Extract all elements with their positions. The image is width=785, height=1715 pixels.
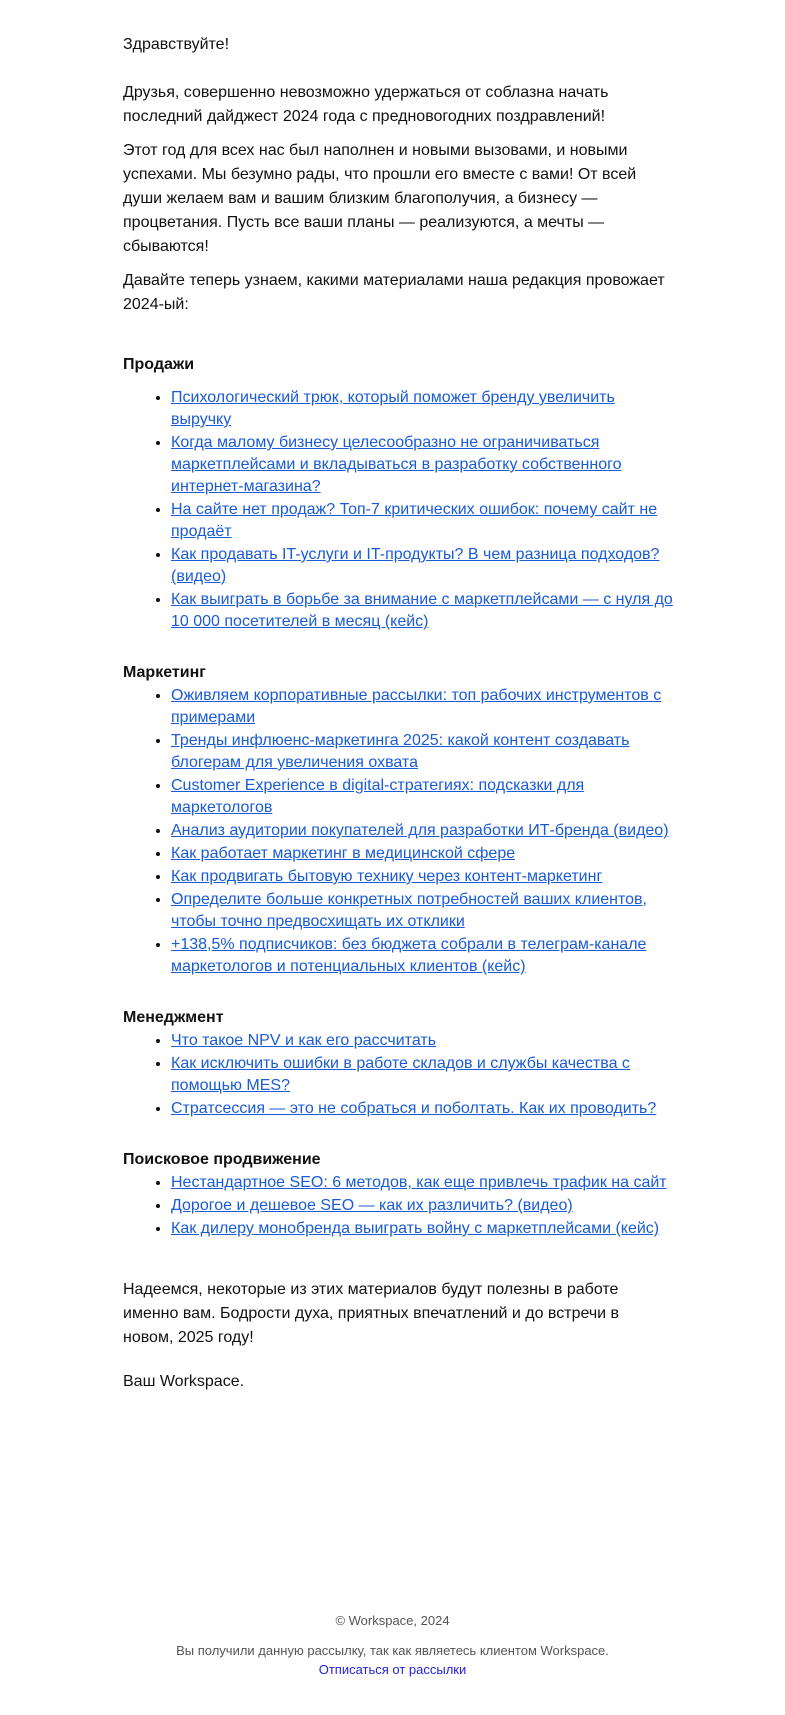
article-link[interactable]: Что такое NPV и как его рассчитать — [171, 1032, 437, 1049]
copyright: © Workspace, 2024 — [335, 1613, 450, 1628]
intro-paragraph: Давайте теперь узнаем, какими материалами наша редакция провожает 2024-ый: — [123, 272, 665, 313]
article-link[interactable]: +138,5% подписчиков: без бюджета собрали в телеграм-канале маркетологов и потенциальных клиентов (кейс) — [171, 936, 647, 975]
article-link[interactable]: Определите больше конкретных потребностей ваших клиентов, чтобы точно предвосхищать их отклики — [171, 891, 647, 930]
list-item — [171, 934, 673, 978]
list-item — [171, 1098, 673, 1120]
article-link[interactable]: Психологический трюк, который поможет бренду увеличить выручку — [171, 389, 615, 428]
link-list — [123, 685, 673, 978]
section-sales — [123, 353, 673, 633]
list-item — [171, 1053, 673, 1097]
list-item — [171, 889, 673, 933]
article-link[interactable]: Оживляем корпоративные рассылки: топ рабочих инструментов с примерами — [171, 687, 662, 726]
section-title: Продажи — [123, 356, 195, 373]
section-title: Менеджмент — [123, 1009, 224, 1026]
closing-paragraph: Надеемся, некоторые из этих материалов будут полезны в работе именно вам. Бодрости духа, приятных впечатлений и до встречи в новом, 2025 году! — [123, 1281, 620, 1346]
greeting: Здравствуйте! — [123, 36, 230, 53]
article-link[interactable]: Как продавать IT-услуги и IT-продукты? В чем разница подходов? (видео) — [171, 546, 660, 585]
signature: Ваш Workspace. — [123, 1373, 245, 1390]
list-item — [171, 589, 673, 633]
section-management — [123, 1006, 673, 1120]
article-link[interactable]: Как работает маркетинг в медицинской сфере — [171, 845, 516, 862]
article-link[interactable]: Анализ аудитории покупателей для разработки ИТ-бренда (видео) — [171, 822, 669, 839]
article-link[interactable]: Нестандартное SEO: 6 методов, как еще привлечь трафик на сайт — [171, 1174, 667, 1191]
article-link[interactable]: Customer Experience в digital-стратегиях: подсказки для маркетологов — [171, 777, 585, 816]
intro-paragraph: Этот год для всех нас был наполнен и новыми вызовами, и новыми успехами. Мы безумно рады, что прошли его вместе с вами! От всей души желаем вам и вашим близким благополучия, а бизнесу — процветания. Пусть все ваши планы — реализуются, а мечты — сбываются! — [123, 142, 637, 255]
article-link[interactable]: Тренды инфлюенс-маркетинга 2025: какой контент создавать блогерам для увеличения охвата — [171, 732, 630, 771]
link-list — [123, 1172, 673, 1240]
list-item — [171, 730, 673, 774]
link-list — [123, 1030, 673, 1120]
list-item — [171, 1218, 673, 1240]
footer — [0, 1612, 785, 1679]
section-seo — [123, 1148, 673, 1240]
article-link[interactable]: Как продвигать бытовую технику через контент-маркетинг — [171, 868, 603, 885]
list-item — [171, 866, 673, 888]
subscription-notice: Вы получили данную рассылку, так как являетесь клиентом Workspace. — [176, 1643, 609, 1658]
article-link[interactable]: На сайте нет продаж? Топ-7 критических ошибок: почему сайт не продаёт — [171, 501, 658, 540]
list-item — [171, 1172, 673, 1194]
list-item — [171, 1195, 673, 1217]
list-item — [171, 843, 673, 865]
list-item — [171, 544, 673, 588]
section-marketing — [123, 661, 673, 978]
list-item — [171, 775, 673, 819]
article-link[interactable]: Дорогое и дешевое SEO — как их различить? (видео) — [171, 1197, 573, 1214]
article-link[interactable]: Как выиграть в борьбе за внимание с маркетплейсами — с нуля до 10 000 посетителей в месяц (кейс) — [171, 591, 673, 630]
list-item — [171, 387, 673, 431]
list-item — [171, 499, 673, 543]
list-item — [171, 820, 673, 842]
list-item — [171, 685, 673, 729]
article-link[interactable]: Стратсессия — это не собраться и поболтать. Как их проводить? — [171, 1100, 657, 1117]
section-title: Поисковое продвижение — [123, 1151, 321, 1168]
article-link[interactable]: Как дилеру монобренда выиграть войну с маркетплейсами (кейс) — [171, 1220, 660, 1237]
list-item — [171, 1030, 673, 1052]
intro-paragraph: Друзья, совершенно невозможно удержаться от соблазна начать последний дайджест 2024 года с предновогодних поздравлений! — [123, 84, 609, 125]
section-title: Маркетинг — [123, 664, 206, 681]
unsubscribe-link[interactable]: Отписаться от рассылки — [318, 1662, 467, 1677]
article-link[interactable]: Когда малому бизнесу целесообразно не ограничиваться маркетплейсами и вкладываться в разработку собственного интернет-магазина? — [171, 434, 622, 495]
link-list — [123, 387, 673, 633]
email-body — [123, 33, 673, 1394]
article-link[interactable]: Как исключить ошибки в работе складов и службы качества с помощью MES? — [171, 1055, 630, 1094]
list-item — [171, 432, 673, 498]
